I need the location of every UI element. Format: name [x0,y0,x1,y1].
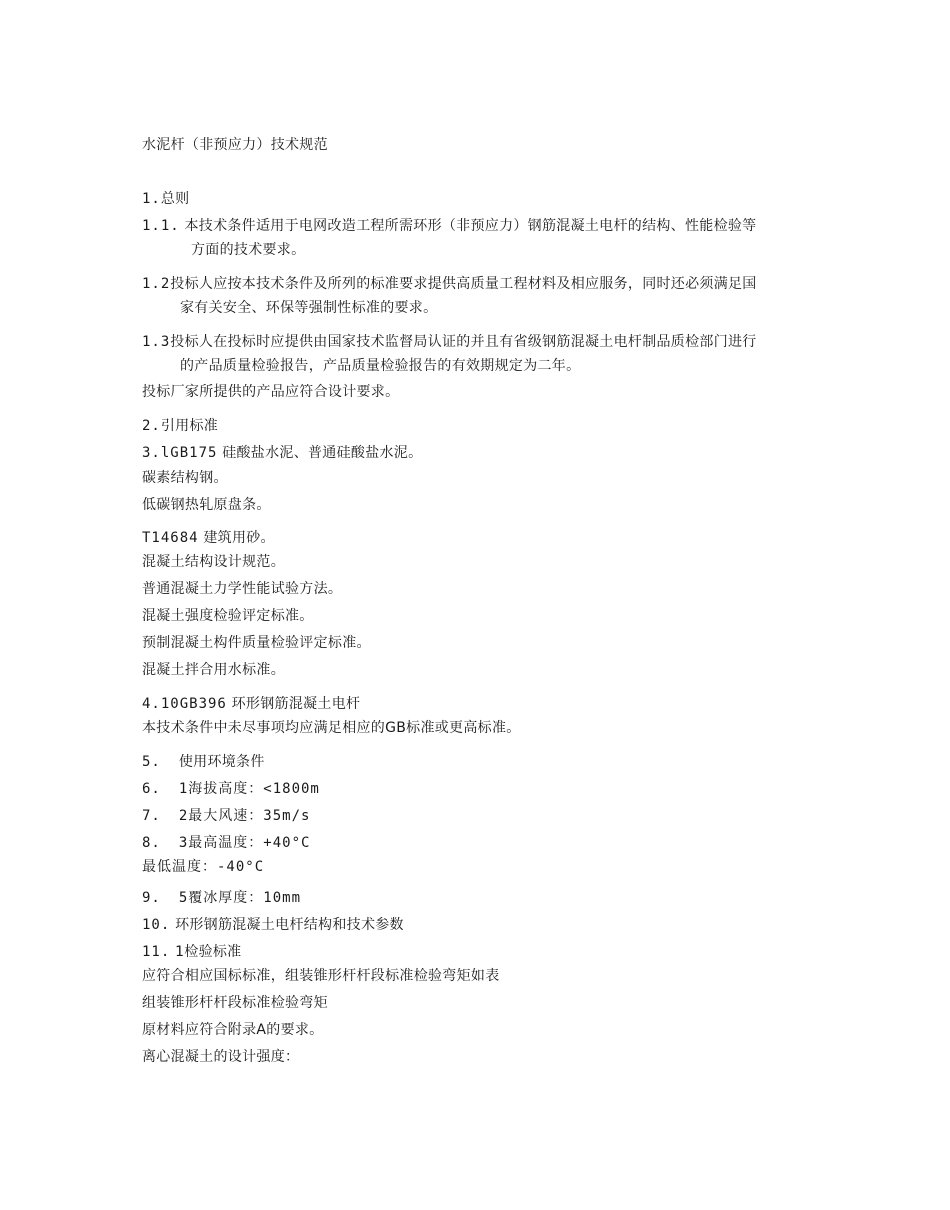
section-title: 引用标准 [160,418,219,434]
clause-1-2-continuation: 家有关安全、环保等强制性标准的要求。 [180,300,438,316]
condition-item [142,834,310,852]
paragraph: 离心混凝土的设计强度： [142,1049,300,1065]
document-title: 水泥杆（非预应力）技术规范 [142,137,328,153]
clause-1-3 [142,333,757,351]
section-1-heading [142,190,189,208]
condition-item [142,889,301,907]
standard-item: 混凝土拌合用水标准。 [142,662,285,678]
clause-number: 1.1. [142,218,180,234]
standard-code: 4.10GB396 [142,696,227,712]
item-number: 10. [142,917,171,933]
section-5-heading [142,753,265,771]
clause-1-2 [142,275,757,293]
section-number: 2. [142,418,161,434]
clause-number: 1.2 [142,276,171,292]
paragraph: 投标厂家所提供的产品应符合设计要求。 [142,384,400,400]
item-text: 1检验标准 [175,944,242,960]
section-heading [142,916,404,934]
item-number: 7. [142,808,161,824]
item-text: 3最高温度：+40°C [178,835,311,851]
standard-item: 低碳钢热轧原盘条。 [142,497,271,513]
clause-text: 投标人应按本技术条件及所列的标准要求提供高质量工程材料及相应服务，同时还必须满足国 [170,276,757,292]
standard-item [142,529,275,547]
item-number: 8. [142,835,161,851]
standard-code: T14684 [142,530,199,546]
item-text: 环形钢筋混凝土电杆结构和技术参数 [175,917,404,933]
standard-code: 3.lGB175 [142,445,218,461]
section-2-heading [142,417,218,435]
section-title: 总则 [160,191,190,207]
item-text: 2最大风速：35m/s [178,808,311,824]
item-number: 9. [142,890,161,906]
condition-item [142,807,310,825]
standard-item [142,444,422,462]
section-number: 5. [142,754,161,770]
clause-1-1 [142,217,756,235]
standard-item: 碳素结构钢。 [142,470,228,486]
standard-name: 环形钢筋混凝土电杆 [231,696,361,712]
clause-1-1-continuation: 方面的技术要求。 [191,242,306,258]
item-number: 6. [142,781,161,797]
clause-1-3-continuation: 的产品质量检验报告，产品质量检验报告的有效期规定为二年。 [180,358,581,374]
condition-item: 最低温度：-40°C [142,859,265,875]
paragraph: 组装锥形杆杆段标准检验弯矩 [142,995,328,1011]
condition-item [142,780,320,798]
standard-item: 普通混凝土力学性能试验方法。 [142,581,343,597]
paragraph: 应符合相应国标标准，组装锥形杆杆段标准检验弯矩如表 [142,968,500,984]
standard-item: 混凝土结构设计规范。 [142,554,285,570]
section-number: 1. [142,191,161,207]
standard-item: 混凝土强度检验评定标准。 [142,608,314,624]
clause-number: 1.3 [142,334,171,350]
section-title: 使用环境条件 [178,754,265,770]
standard-item: 预制混凝土构件质量检验评定标准。 [142,635,371,651]
item-text: 5覆冰厚度：10mm [178,890,302,906]
clause-text: 本技术条件适用于电网改造工程所需环形（非预应力）钢筋混凝土电杆的结构、性能检验等 [184,218,757,234]
paragraph: 本技术条件中未尽事项均应满足相应的GB标准或更高标准。 [142,720,521,736]
standard-item [142,695,360,713]
clause-text: 投标人在投标时应提供由国家技术监督局认证的并且有省级钢筋混凝土电杆制品质检部门进行 [170,334,757,350]
standard-name: 硅酸盐水泥、普通硅酸盐水泥。 [222,445,423,461]
paragraph: 原材料应符合附录A的要求。 [142,1022,324,1038]
item-text: 1海拔高度：<1800m [178,781,320,797]
section-heading [142,943,241,961]
item-number: 11. [142,944,171,960]
standard-name: 建筑用砂。 [203,530,275,546]
